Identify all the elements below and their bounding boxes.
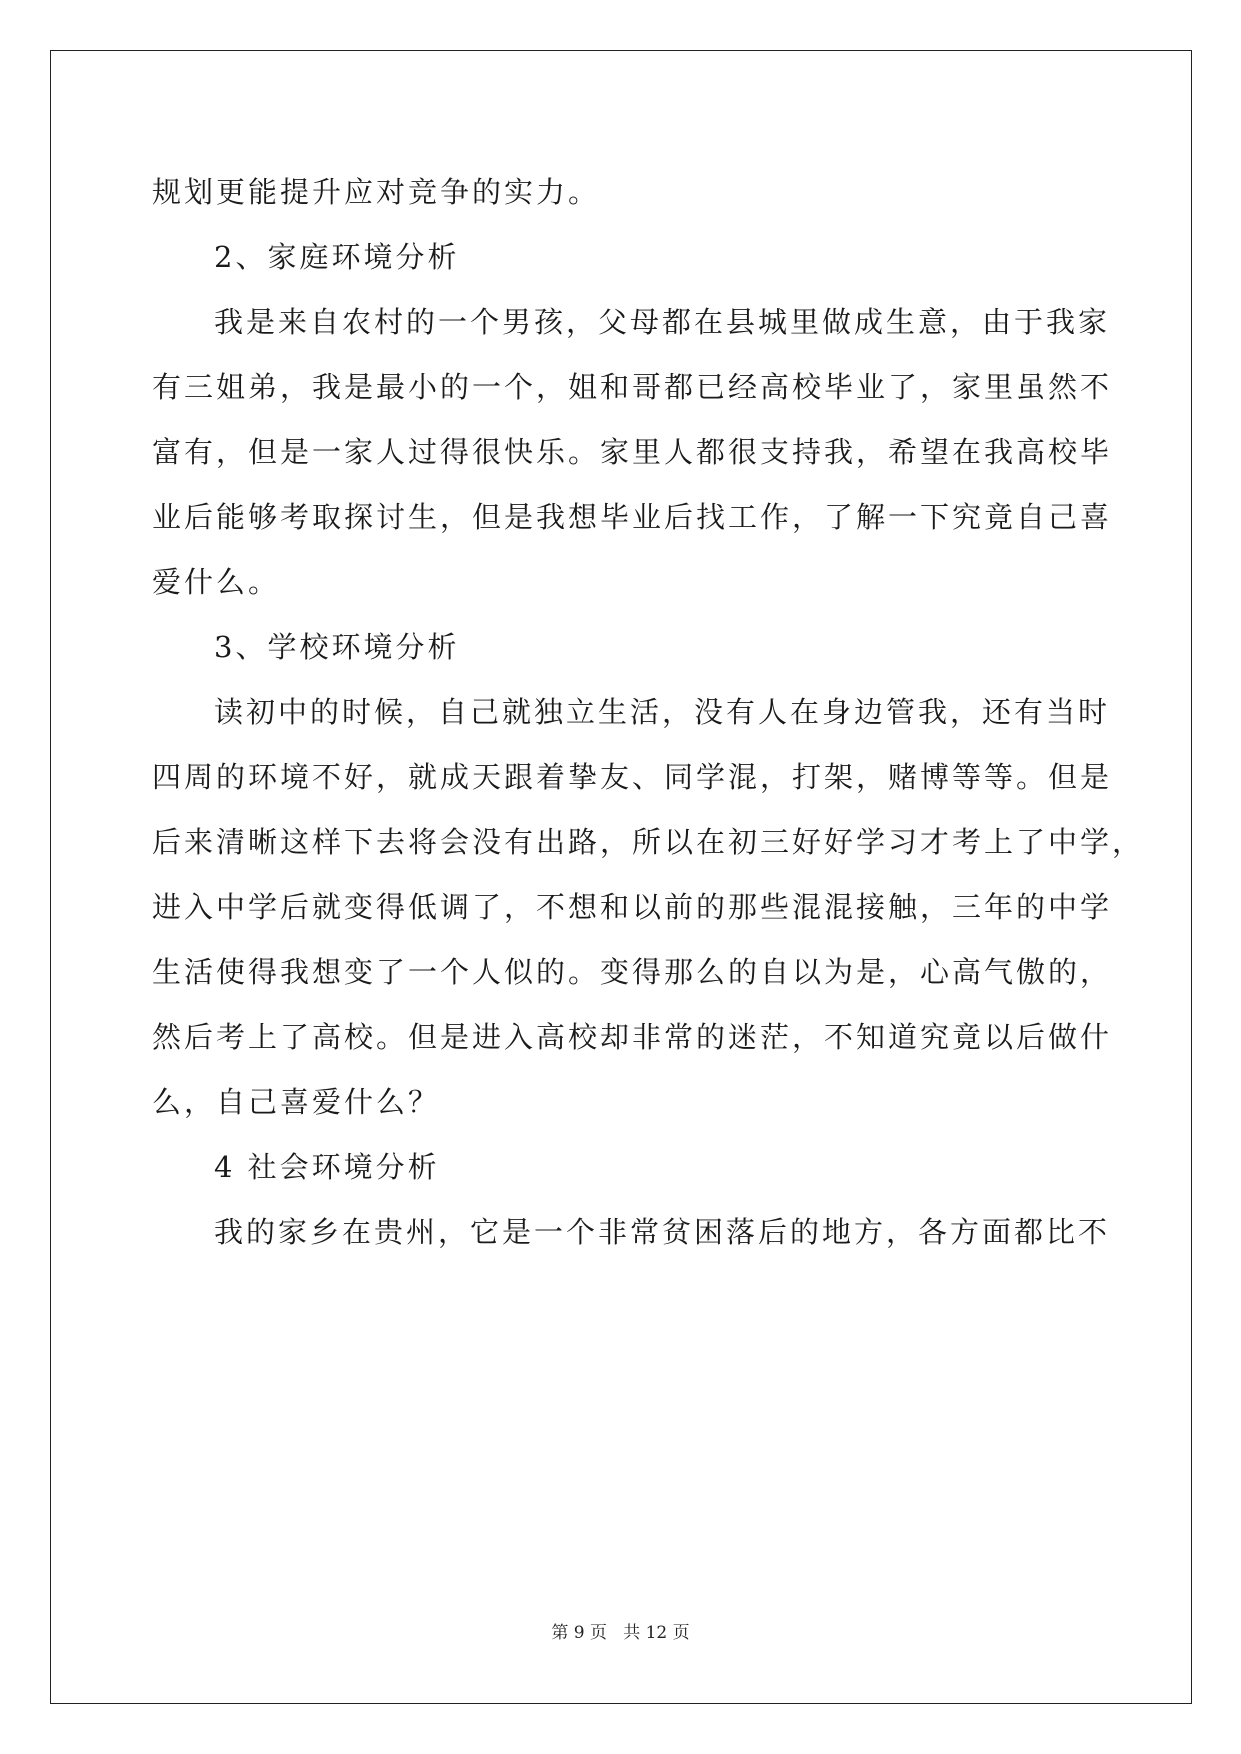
paragraph-line: 读初中的时候，自己就独立生活，没有人在身边管我，还有当时 — [214, 695, 1111, 729]
paragraph-line: 我是来自农村的一个男孩，父母都在县城里做成生意，由于我家 — [214, 305, 1111, 339]
page-total: 共 12 页 — [623, 1623, 690, 1643]
paragraph-line: 然后考上了高校。但是进入高校却非常的迷茫，不知道究竟以后做什 — [152, 1020, 1113, 1054]
paragraph-line: 有三姐弟，我是最小的一个，姐和哥都已经高校毕业了，家里虽然不 — [152, 370, 1113, 404]
paragraph-line: 进入中学后就变得低调了，不想和以前的那些混混接触，三年的中学 — [152, 890, 1113, 924]
paragraph-line: 爱什么。 — [152, 565, 281, 599]
section-heading-school: 3、学校环境分析 — [214, 630, 460, 664]
section-heading-society: 4 社会环境分析 — [214, 1150, 440, 1184]
paragraph-line: 么，自己喜爱什么？ — [152, 1085, 441, 1119]
paragraph-line: 后来清晰这样下去将会没有出路，所以在初三好好学习才考上了中学， — [152, 825, 1145, 859]
paragraph-line: 生活使得我想变了一个人似的。变得那么的自以为是，心高气傲的， — [152, 955, 1113, 989]
page-number: 第 9 页 — [551, 1623, 607, 1643]
section-heading-family: 2、家庭环境分析 — [214, 240, 460, 274]
paragraph-line: 规划更能提升应对竞争的实力。 — [152, 175, 601, 209]
document-body — [152, 160, 1145, 1265]
paragraph-line: 四周的环境不好，就成天跟着挚友、同学混，打架，赌博等等。但是 — [152, 760, 1113, 794]
paragraph-line: 富有，但是一家人过得很快乐。家里人都很支持我，希望在我高校毕 — [152, 435, 1113, 469]
paragraph-line: 业后能够考取探讨生，但是我想毕业后找工作，了解一下究竟自己喜 — [152, 500, 1113, 534]
page-footer — [0, 1618, 1241, 1643]
paragraph-line: 我的家乡在贵州，它是一个非常贫困落后的地方，各方面都比不 — [214, 1215, 1111, 1249]
